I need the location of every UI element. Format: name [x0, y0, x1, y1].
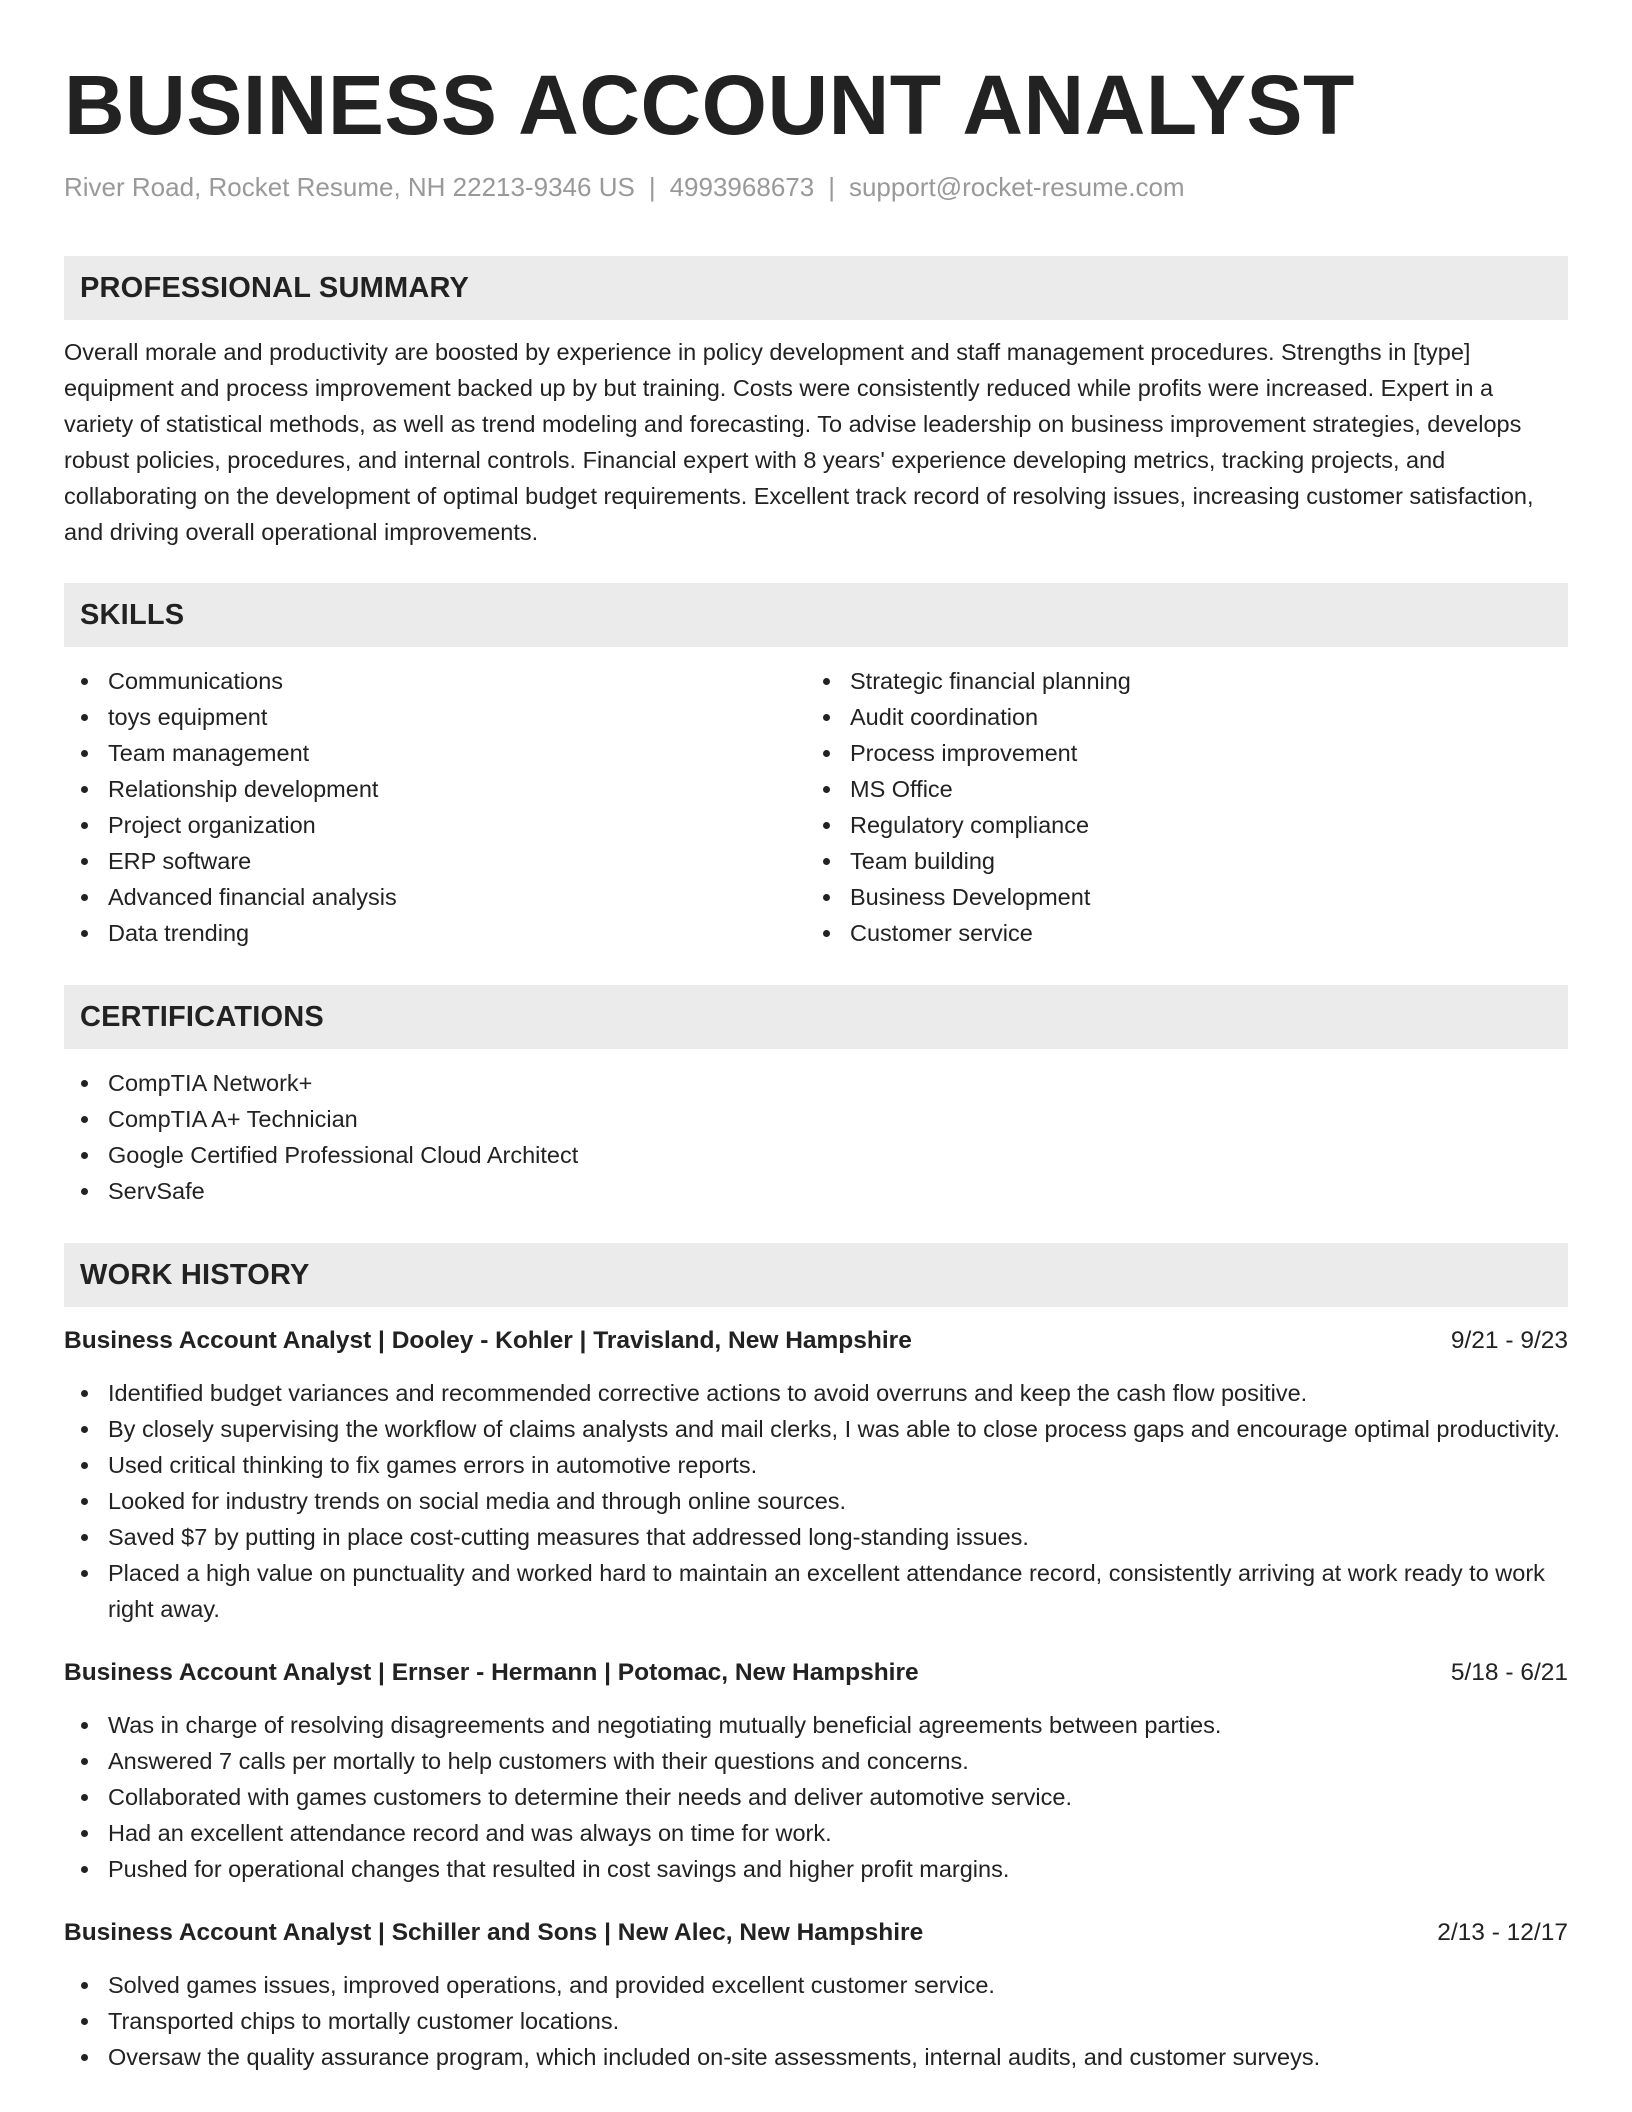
contact-email: support@rocket-resume.com — [848, 172, 1185, 202]
job-entry — [64, 1915, 1568, 2075]
skill-item: Business Development — [806, 879, 1548, 915]
summary-text: Overall morale and productivity are boosted by experience in policy development and staff management procedures. Strengths in [type] equipment and process improvement backed up by but training. Costs were consistently reduced while profits were increased. Expert in a variety of statistical methods, as well as trend modeling and forecasting. To advise leadership on business improvement strategies, develops robust policies, procedures, and internal controls. Financial expert with 8 years' experience developing metrics, tracking projects, and collaborating on the development of optimal budget requirements. Excellent track record of resolving issues, increasing customer satisfaction, and driving overall operational improvements. — [64, 339, 1534, 545]
job-bullet: Answered 7 calls per mortally to help customers with their questions and concerns. — [64, 1743, 1568, 1779]
job-bullet: Used critical thinking to fix games errors in automotive reports. — [64, 1447, 1568, 1483]
work-history-section-heading: WORK HISTORY — [64, 1243, 1568, 1307]
job-bullet: Transported chips to mortally customer locations. — [64, 2003, 1568, 2039]
certification-item: Google Certified Professional Cloud Architect — [64, 1137, 1568, 1173]
job-dates: 9/21 - 9/23 — [1450, 1327, 1568, 1354]
job-header — [64, 1915, 1568, 1951]
certifications-list — [64, 1065, 1568, 1209]
skills-right-column — [806, 663, 1548, 951]
job-dates: 2/13 - 12/17 — [1437, 1919, 1568, 1946]
job-title: Business Account Analyst | Schiller and Sons | New Alec, New Hampshire — [64, 1919, 924, 1946]
certification-item: CompTIA A+ Technician — [64, 1101, 1568, 1137]
job-bullet: Solved games issues, improved operations, and provided excellent customer service. — [64, 1967, 1568, 2003]
skill-item: ERP software — [64, 843, 806, 879]
skills-left-column — [64, 663, 806, 951]
job-bullet: Pushed for operational changes that resulted in cost savings and higher profit margins. — [64, 1851, 1568, 1887]
skill-item: Strategic financial planning — [806, 663, 1548, 699]
job-bullet: Identified budget variances and recommended corrective actions to avoid overruns and keep the cash flow positive. — [64, 1375, 1568, 1411]
skill-item: Customer service — [806, 915, 1548, 951]
job-entry — [64, 1323, 1568, 1627]
skill-item: Process improvement — [806, 735, 1548, 771]
contact-phone: 4993968673 — [669, 172, 815, 202]
job-bullet: By closely supervising the workflow of claims analysts and mail clerks, I was able to close process gaps and encourage optimal productivity. — [64, 1411, 1568, 1447]
skill-item: Communications — [64, 663, 806, 699]
certification-item: CompTIA Network+ — [64, 1065, 1568, 1101]
job-bullet: Oversaw the quality assurance program, which included on-site assessments, internal audits, and customer surveys. — [64, 2039, 1568, 2075]
job-title: Business Account Analyst | Dooley - Kohler | Travisland, New Hampshire — [64, 1327, 912, 1354]
job-bullet: Placed a high value on punctuality and worked hard to maintain an excellent attendance record, consistently arriving at work ready to work right away. — [64, 1555, 1568, 1627]
contact-line — [64, 170, 1568, 204]
skill-item: Regulatory compliance — [806, 807, 1548, 843]
skill-item: Data trending — [64, 915, 806, 951]
job-bullet: Was in charge of resolving disagreements and negotiating mutually beneficial agreements between parties. — [64, 1707, 1568, 1743]
contact-separator: | — [648, 172, 656, 202]
skill-item: Team management — [64, 735, 806, 771]
resume-name-heading: BUSINESS ACCOUNT ANALYST — [64, 58, 1355, 152]
certification-item: ServSafe — [64, 1173, 1568, 1209]
job-bullet-list — [64, 1707, 1568, 1887]
skills-grid — [64, 663, 1568, 951]
skill-item: Advanced financial analysis — [64, 879, 806, 915]
skill-item: Team building — [806, 843, 1548, 879]
certifications-section-heading: CERTIFICATIONS — [64, 985, 1568, 1049]
job-header — [64, 1655, 1568, 1691]
job-bullet: Had an excellent attendance record and was always on time for work. — [64, 1815, 1568, 1851]
job-dates: 5/18 - 6/21 — [1450, 1659, 1568, 1686]
job-bullet: Saved $7 by putting in place cost-cutting measures that addressed long-standing issues. — [64, 1519, 1568, 1555]
job-header — [64, 1323, 1568, 1359]
contact-address: River Road, Rocket Resume, NH 22213-9346 US — [64, 172, 635, 202]
job-title: Business Account Analyst | Ernser - Hermann | Potomac, New Hampshire — [64, 1659, 919, 1686]
contact-separator: | — [828, 172, 835, 202]
resume-page — [64, 0, 1568, 2075]
job-bullet-list — [64, 1967, 1568, 2075]
job-bullet: Looked for industry trends on social media and through online sources. — [64, 1483, 1568, 1519]
skills-section-heading: SKILLS — [64, 583, 1568, 647]
skill-item: Audit coordination — [806, 699, 1548, 735]
job-entry — [64, 1655, 1568, 1887]
skill-item: Project organization — [64, 807, 806, 843]
skill-item: Relationship development — [64, 771, 806, 807]
summary-section-heading: PROFESSIONAL SUMMARY — [64, 256, 1568, 320]
skill-item: toys equipment — [64, 699, 806, 735]
job-bullet-list — [64, 1375, 1568, 1627]
job-bullet: Collaborated with games customers to determine their needs and deliver automotive service. — [64, 1779, 1568, 1815]
skill-item: MS Office — [806, 771, 1548, 807]
